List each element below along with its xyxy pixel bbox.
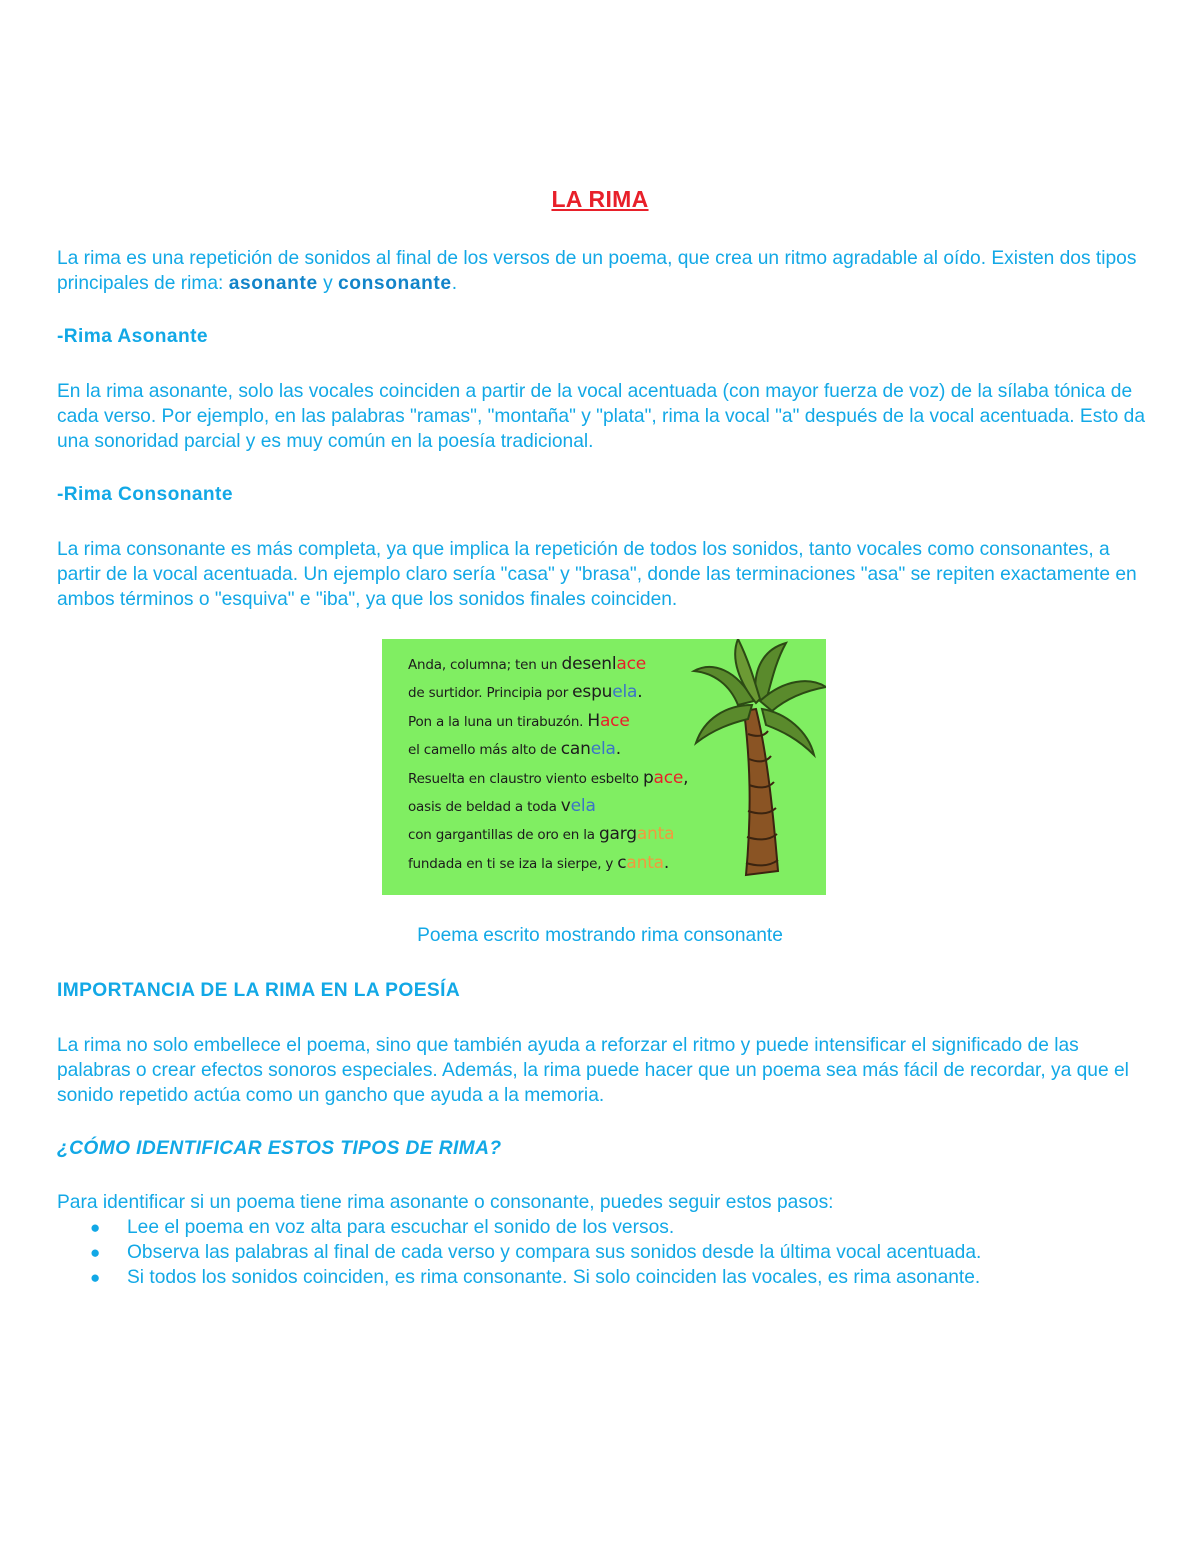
step-text: Lee el poema en voz alta para escuchar el sonido de los versos. (127, 1217, 675, 1238)
rhyme-ending: ace (653, 767, 684, 788)
poem-line (408, 793, 688, 821)
poem-line-text: el camello más alto de (408, 742, 561, 759)
poem-line (408, 708, 688, 736)
rhyme-ending: anta (636, 824, 675, 845)
heading-importancia: IMPORTANCIA DE LA RIMA EN LA POESÍA (57, 980, 461, 1001)
keyword-consonante: consonante (338, 273, 452, 294)
rhyme-ending: ace (616, 654, 646, 674)
asonante-paragraph: En la rima asonante, solo las vocales coinciden a partir de la vocal acentuada (con mayor fuerza de voz) de la sílaba tónica de cada verso. Por ejemplo, en las palabras "ramas", "montaña" y "plata", rima la vocal "a" después de la vocal acentuada. Esto da una sonoridad parcial y es muy común en la poesía tradicional. (57, 381, 1146, 452)
rhyme-word-stem: H (587, 710, 600, 731)
poem-line-punctuation: , (683, 767, 689, 788)
rhyme-word-stem: p (642, 767, 654, 788)
rhyme-word-stem: v (560, 796, 571, 817)
bullet-icon: ● (90, 1243, 101, 1262)
poem-figure (382, 639, 826, 895)
bullet-icon: ● (90, 1218, 101, 1237)
steps-list (57, 1215, 981, 1290)
intro-text: La rima es una repetición de sonidos al final de los versos de un poema, que crea un ritmo agradable al oído. Existen dos tipos principales de rima: (57, 248, 1137, 294)
poem-line-text: con gargantillas de oro en la (408, 827, 599, 844)
list-item (57, 1240, 981, 1265)
intro-period: . (451, 273, 458, 294)
poem-line-text: Anda, columna; ten un (408, 657, 562, 673)
list-item (57, 1215, 981, 1240)
step-text: Observa las palabras al final de cada verso y compara sus sonidos desde la última vocal acentuada. (127, 1242, 982, 1263)
poem-line (408, 651, 688, 679)
rhyme-ending: anta (626, 852, 664, 873)
keyword-asonante: asonante (228, 273, 318, 294)
rhyme-word-stem: can (560, 739, 591, 760)
poem-line-punctuation: . (637, 682, 643, 703)
rhyme-word-stem: desenl (561, 654, 617, 674)
figure-caption: Poema escrito mostrando rima consonante (417, 925, 783, 946)
poem-line-text: de surtidor. Principia por (408, 685, 573, 702)
palm-tree-icon (686, 639, 826, 895)
rhyme-word-stem: espu (572, 682, 613, 703)
importancia-paragraph: La rima no solo embellece el poema, sino que también ayuda a reforzar el ritmo y puede intensificar el significado de las palabras o crear efectos sonoros especiales. Además, la rima puede hacer que un poema sea más fácil de recordar, ya que el sonido repetido actúa como un gancho que ayuda a la memoria. (57, 1035, 1129, 1106)
intro-paragraph (57, 246, 1147, 296)
rhyme-ending: ela (590, 739, 616, 760)
consonante-paragraph: La rima consonante es más completa, ya que implica la repetición de todos los sonidos, tanto vocales como consonantes, a partir de la vocal acentuada. Un ejemplo claro sería "casa" y "brasa", donde las terminaciones "asa" se repiten exactamente en ambos términos o "esquiva" e "iba", ya que los sonidos finales coinciden. (57, 539, 1137, 610)
poem-line-text: fundada en ti se iza la sierpe, y (408, 855, 618, 872)
heading-rima-consonante: -Rima Consonante (57, 484, 233, 505)
rhyme-ending: ela (570, 796, 596, 817)
poem-line-text: Pon a la luna un tirabuzón. (408, 713, 588, 730)
rhyme-word-stem: c (617, 852, 627, 873)
poem-line (408, 765, 688, 793)
poem-line-punctuation: . (663, 852, 670, 873)
list-item (57, 1265, 981, 1290)
poem-text (408, 651, 688, 878)
poem-line-text: oasis de beldad a toda (408, 799, 561, 816)
rhyme-word-stem: garg (598, 824, 637, 845)
page-title: LA RIMA (551, 186, 649, 212)
identificar-intro: Para identificar si un poema tiene rima asonante o consonante, puedes seguir estos pasos: (57, 1192, 834, 1213)
intro-conjunction: y (317, 273, 339, 294)
heading-rima-asonante: -Rima Asonante (57, 326, 208, 347)
rhyme-ending: ela (612, 682, 638, 703)
heading-como-identificar: ¿CÓMO IDENTIFICAR ESTOS TIPOS DE RIMA? (57, 1138, 502, 1159)
poem-line-punctuation: . (615, 739, 621, 760)
poem-line (408, 821, 688, 849)
rhyme-ending: ace (599, 710, 630, 731)
poem-line (408, 679, 688, 707)
poem-line (408, 850, 688, 878)
step-text: Si todos los sonidos coinciden, es rima consonante. Si solo coinciden las vocales, es rima asonante. (127, 1267, 981, 1288)
poem-line-text: Resuelta en claustro viento esbelto (408, 770, 643, 787)
bullet-icon: ● (90, 1268, 101, 1287)
poem-line (408, 736, 688, 764)
